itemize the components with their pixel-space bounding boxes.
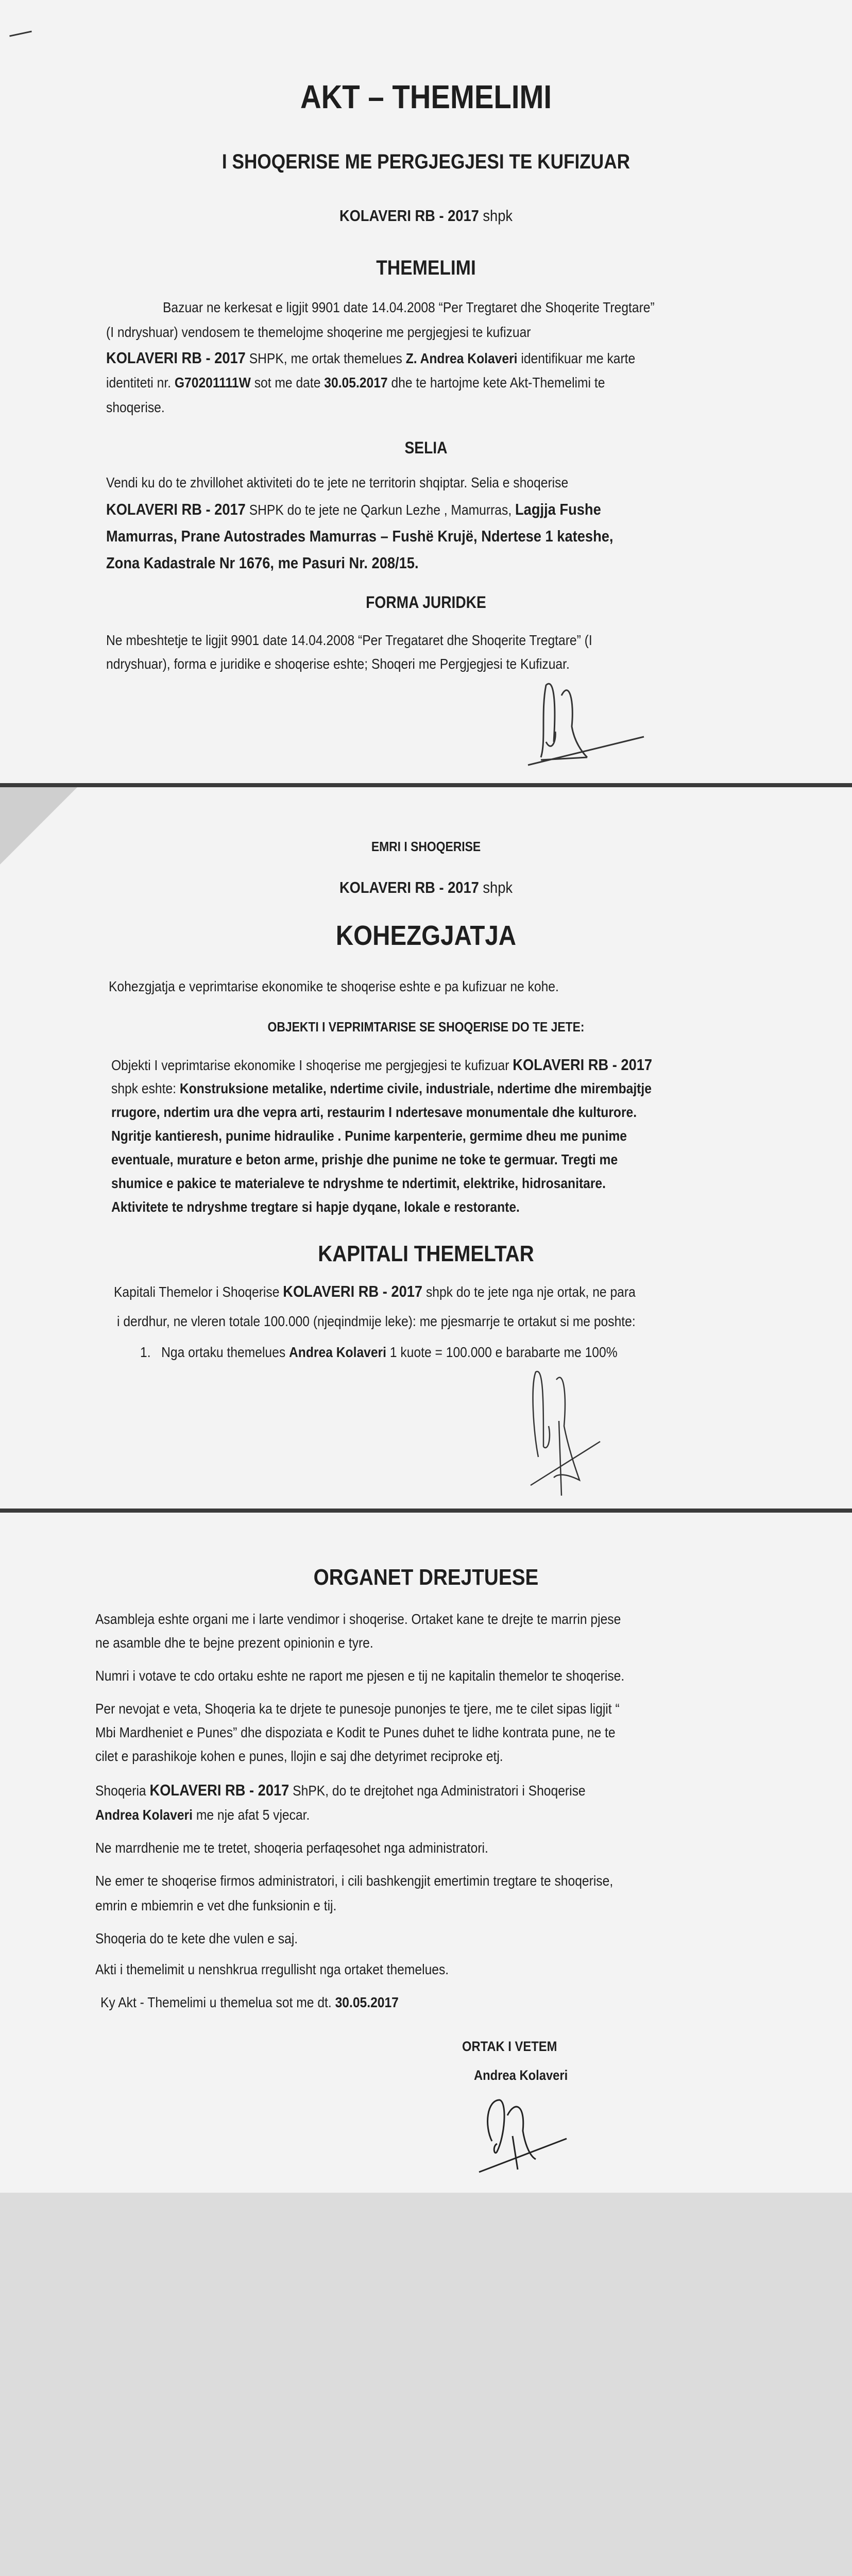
document-title: AKT – THEMELIMI [300,78,552,115]
activity-line: Aktivitete te ndryshme tregtare si hapje dyqane, lokale e restorante. [111,1199,520,1215]
paragraph-line: Shoqeria do te kete dhe vulen e saj. [95,1930,298,1946]
signature [528,1369,636,1498]
paragraph-line [111,1080,652,1097]
company-name: KOLAVERI RB - 2017 [513,1056,653,1074]
paragraph-line: (I ndryshuar) vendosem te themelojme shoqerine me pergjegjesi te kufizuar [106,324,531,340]
text: Ky Akt - Themelimi u themelua sot me dt. [100,1994,335,2010]
paragraph-line: Bazuar ne kerkesat e ligjit 9901 date 14.04.2008 “Per Tregtaret dhe Shoqerite Tregtare” [163,299,655,315]
text: SHPK do te jete ne Qarkun Lezhe , Mamurras, [245,502,516,518]
paragraph-line: Akti i themelimit u nenshkrua rregullisht nga ortaket themelues. [95,1961,449,1977]
section-heading-kohezgjatja: KOHEZGJATJA [335,920,517,951]
section-heading-forma-juridike: FORMA JURIDKE [366,593,486,612]
activity-line: eventuale, murature e beton arme, prishje dhe punime ne toke te germuar. Tregti me [111,1151,618,1167]
activity-line: rrugore, ndertim ura dhe vepra arti, restaurim I ndertesave monumentale dhe kulturore. [111,1104,637,1120]
text: 1 kuote = 100.000 e barabarte me 100% [386,1344,618,1360]
paragraph-line: emrin e mbiemrin e vet dhe funksionin e tij. [95,1897,337,1913]
paragraph-line: Ne emer te shoqerise firmos administratori, i cili bashkengjit emertimin tregtare te shoqerise, [95,1873,614,1889]
text: Objekti I veprimtarise ekonomike I shoqerise me pergjegjesi te kufizuar [111,1057,513,1073]
id-number: G70201111W [174,375,251,391]
founder-name: Z. Andrea Kolaveri [405,350,518,366]
pen-mark [9,30,32,37]
section-heading-themelimi: THEMELIMI [376,257,476,279]
paragraph-line: Ne marrdhenie me te tretet, shoqeria perfaqesohet nga administratori. [95,1840,488,1856]
paragraph-line: Asambleja eshte organi me i larte vendimor i shoqerise. Ortaket kane te drejte te marrin pjese [95,1611,621,1627]
date: 30.05.2017 [324,375,388,391]
section-heading-objekti: OBJEKTI I VEPRIMTARISE SE SHOQERISE DO TE JETE: [267,1019,585,1035]
text: dhe te hartojme kete Akt-Themelimi te [387,375,605,391]
signature [476,2095,569,2175]
text: SHPK, me ortak themelues [245,350,406,366]
text: shpk eshte: [111,1080,180,1096]
page-1 [0,0,852,783]
text: Shoqeria [95,1783,150,1799]
page-3 [0,1513,852,2193]
signer-name: Andrea Kolaveri [474,2067,568,2083]
section-heading-selia: SELIA [404,438,448,457]
paragraph-line: ne asamble dhe te bejne prezent opinionin e tyre. [95,1635,373,1651]
paragraph-line: Vendi ku do te zhvillohet aktiviteti do te jete ne territorin shqiptar. Selia e shoqerise [106,474,569,490]
activity-line: Ngritje kantieresh, punime hidraulike . Punime karpenterie, germime dheu me punime [111,1128,627,1144]
activity-line: shumice e pakice te materialeve te ndryshme te ndertimit, elektrike, hidrosanitare. [111,1175,606,1191]
company-name: KOLAVERI RB - 2017 [283,1282,423,1300]
paragraph-line [114,1282,636,1301]
paragraph-line [106,348,635,367]
company-name: KOLAVERI RB - 2017 [149,1781,289,1799]
paragraph-line: Ne mbeshtetje te ligjit 9901 date 14.04.2008 “Per Tregataret dhe Shoqerite Tregtare” (I [106,632,592,648]
text: shpk do te jete nga nje ortak, ne para [422,1284,636,1300]
paragraph-line: Per nevojat e veta, Shoqeria ka te drjete te punesoje punonjes te tjere, me te cilet sipas ligjit “ [95,1701,620,1717]
page-2 [0,787,852,1509]
partner-name: Andrea Kolaveri [289,1344,386,1360]
paragraph-line [106,374,605,392]
address-line: Zona Kadastrale Nr 1676, me Pasuri Nr. 208/15. [106,554,419,572]
signer-title: ORTAK I VETEM [462,2039,557,2054]
date: 30.05.2017 [335,1994,399,2010]
paragraph-line: Kohezgjatja e veprimtarise ekonomike te shoqerise eshte e pa kufizuar ne kohe. [109,978,559,994]
company-name-line [51,206,801,225]
paragraph-line: ndryshuar), forma e juridike e shoqerise eshte; Shoqeri me Pergjegjesi te Kufizuar. [106,656,570,672]
company-name: KOLAVERI RB - 2017 [339,207,479,225]
text: ShPK, do te drejtohet nga Administratori i Shoqerise [289,1783,586,1799]
section-heading-emri: EMRI I SHOQERISE [371,839,481,854]
company-name: KOLAVERI RB - 2017 [339,878,479,896]
page-separator [0,1509,852,1513]
text: me nje afat 5 vjecar. [192,1807,310,1823]
text: identifikuar me karte [517,350,636,366]
list-number: 1. [140,1344,151,1360]
address: Lagjja Fushe [515,500,601,518]
activity-text: Konstruksione metalike, ndertime civile, industriale, ndertime dhe mirembajtje [179,1080,652,1096]
company-suffix: shpk [483,207,513,225]
text: Nga ortaku themelues [161,1344,289,1360]
paragraph-line [95,1806,310,1824]
company-name: KOLAVERI RB - 2017 [106,349,246,367]
paragraph-line: i derdhur, ne vleren totale 100.000 (njeqindmije leke): me pjesmarrje te ortakut si me poshte: [117,1313,636,1329]
paragraph-line: Numri i votave te cdo ortaku eshte ne raport me pjesen e tij ne kapitalin themelor te shoqerise. [95,1668,625,1684]
paragraph-line [95,1781,586,1800]
company-suffix: shpk [483,878,513,896]
administrator-name: Andrea Kolaveri [95,1807,193,1823]
section-heading-kapitali: KAPITALI THEMELTAR [318,1241,534,1266]
company-name-line [51,878,801,897]
page-separator [0,783,852,787]
paragraph-line [100,1994,399,2011]
company-name: KOLAVERI RB - 2017 [106,500,246,518]
text: sot me date [250,375,325,391]
address-line: Mamurras, Prane Autostrades Mamurras – Fushë Krujë, Ndertese 1 kateshe, [106,527,614,545]
signature [525,680,654,768]
section-heading-organet: ORGANET DREJTUESE [313,1565,539,1590]
list-item [140,1344,618,1361]
document-subtitle: I SHOQERISE ME PERGJEGJESI TE KUFIZUAR [221,150,631,173]
text: identiteti nr. [106,375,175,391]
paragraph-line [106,500,601,519]
paragraph-line: cilet e parashikoje kohen e punes, llojin e saj dhe detyrimet reciproke etj. [95,1748,503,1764]
paragraph-line: shoqerise. [106,399,165,415]
paragraph-line [111,1055,652,1074]
paragraph-line: Mbi Mardheniet e Punes” dhe dispoziata e Kodit te Punes duhet te lidhe kontrata pune, ne te [95,1724,616,1740]
text: Kapitali Themelor i Shoqerise [114,1284,283,1300]
